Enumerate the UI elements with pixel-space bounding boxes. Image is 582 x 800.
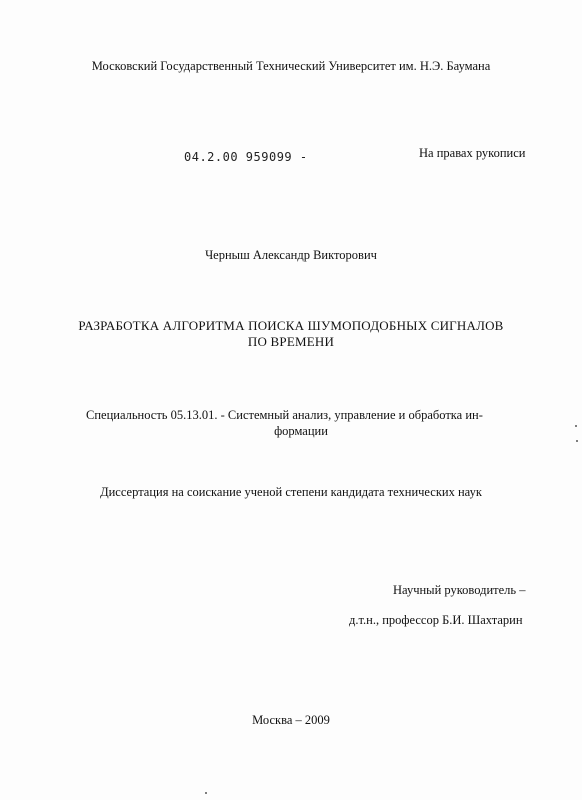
university-name: Московский Государственный Технический Университет им. Н.Э. Баумана	[91, 59, 491, 73]
library-stamp-number: 04.2.00 959099 -	[184, 150, 308, 164]
dissertation-title	[0, 318, 582, 350]
speciality-block	[86, 407, 516, 439]
title-line-2: ПО ВРЕМЕНИ	[247, 334, 335, 349]
manuscript-rights-note: На правах рукописи	[419, 146, 526, 160]
degree-statement: Диссертация на соискание ученой степени кандидата технических наук	[100, 485, 482, 499]
title-line-1: РАЗРАБОТКА АЛГОРИТМА ПОИСКА ШУМОПОДОБНЫХ СИГНАЛОВ	[78, 318, 504, 333]
scan-speck	[205, 792, 207, 794]
supervisor-name: д.т.н., профессор Б.И. Шахтарин	[349, 613, 523, 627]
speciality-line-1: Специальность 05.13.01. - Системный анализ, управление и обработка ин-	[86, 408, 483, 422]
scan-speck	[575, 425, 577, 427]
supervisor-label: Научный руководитель –	[393, 583, 526, 597]
author-name: Черныш Александр Викторович	[205, 248, 377, 262]
city-year: Москва – 2009	[252, 713, 330, 727]
speciality-line-2: формации	[274, 424, 328, 438]
scan-speck	[576, 440, 578, 442]
